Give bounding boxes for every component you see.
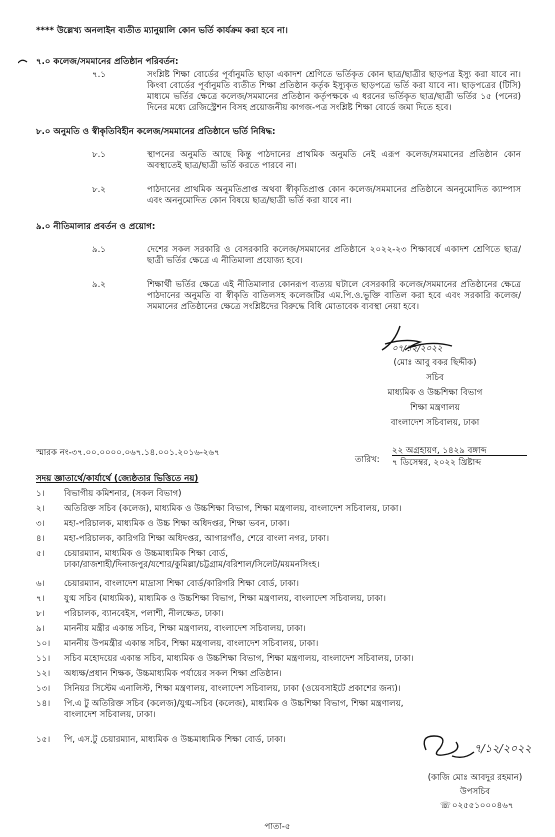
item-number: ৮। xyxy=(36,609,45,619)
section-8-2-number: ৮.২ xyxy=(92,185,106,195)
deputy-secretary-name: (কাজি মোঃ আবদুর রহমান) xyxy=(427,773,523,783)
list-item xyxy=(36,579,526,590)
list-item xyxy=(36,639,526,650)
section-7-1-text: সংশ্লিষ্ট শিক্ষা বোর্ডের পূর্বানুমতি ছাড়া একাদশ শ্রেণিতে ভর্তিকৃত কোন ছাত্র/ছাত্রীর ছাড়পত্র ইস্যু করা যাবে না। কিংবা বোর্ডের পূর্বানুমতি ব্যতীত শিক্ষা প্রতিষ্ঠান কর্তৃক ইস্যুকৃত ছাড়পত্রে ভর্তি করা যাবে না। ছাড়পত্রের (টিসি) মাধ্যমে ভর্তির ক্ষেত্রে কলেজ/সমমানের প্রতিষ্ঠান কর্তৃপক্ষকে এ ধরনের ভর্তিকৃত ছাত্র/ছাত্রী ভর্তির ১৫ (পনের) দিনের মধ্যে রেজিস্ট্রেশন বিসহ প্রয়োজনীয় কাগজ-পত্র সংশ্লিষ্ট শিক্ষা বোর্ডে জমা দিতে হবে। xyxy=(147,70,521,113)
item-number: ৬। xyxy=(36,579,45,589)
section-9-1-number: ৯.১ xyxy=(92,245,106,255)
list-item xyxy=(36,654,526,665)
item-number: ১৫। xyxy=(36,735,51,745)
item-number: ৫। xyxy=(36,549,45,559)
list-item xyxy=(36,684,526,695)
item-text: পি, এস.টু চেয়ারম্যান, মাধ্যমিক ও উচ্চমাধ্যমিক শিক্ষা বোর্ড, ঢাকা। xyxy=(64,735,286,745)
section-8-1-number: ৮.১ xyxy=(92,150,106,160)
list-item xyxy=(36,534,526,545)
item-number: ৪। xyxy=(36,534,45,544)
item-number: ৭। xyxy=(36,594,45,604)
secretary-signature-date: ০৭/১২/২০২২ xyxy=(392,344,443,354)
section-9-1-text: দেশের সকল সরকারি ও বেসরকারি কলেজ/সমমানের প্রতিষ্ঠানে ২০২২-২৩ শিক্ষাবর্ষে একাদশ শ্রেণিতে ছাত্র/ছাত্রী ভর্তির ক্ষেত্রে এ নীতিমালা প্রযোজ্য হবে। xyxy=(147,245,521,266)
secretary-division: মাধ্যমিক ও উচ্চশিক্ষা বিভাগ xyxy=(387,388,483,398)
telephone-icon: ☏ xyxy=(440,801,451,811)
deputy-secretary-designation: উপসচিব xyxy=(459,787,491,797)
deputy-secretary-phone: ০২৫৫১০০০৪৬৭ xyxy=(452,801,514,811)
secretary-name: (মোঃ আবু বকর ছিদ্দীক) xyxy=(393,358,477,368)
distribution-heading: সদয় জ্ঞাতার্থে/কার্যার্থে (জ্যেষ্ঠতার ভিত্তিতে নয়) xyxy=(36,474,199,484)
section-7-heading: ৭.০ কলেজ/সমমানের প্রতিষ্ঠান পরিবর্তন: xyxy=(36,57,179,67)
deputy-secretary-signature-date: ৭/১২/২০২২ xyxy=(474,742,532,755)
item-text: চেয়ারম্যান, মাধ্যমিক ও উচ্চমাধ্যমিক শিক্ষা বোর্ড, xyxy=(64,549,229,559)
section-7-1-number: ৭.১ xyxy=(92,70,106,80)
page-number: পাতা-৫ xyxy=(264,822,291,832)
item-number: ১৪। xyxy=(36,699,51,709)
item-number: ৯। xyxy=(36,624,45,634)
item-text: সচিব মহোদয়ের একান্ত সচিব, মাধ্যমিক ও উচ্চশিক্ষা বিভাগ, শিক্ষা মন্ত্রণালয়, বাংলাদেশ সচিবালয়, ঢাকা। xyxy=(64,654,414,664)
item-text: সিনিয়র সিস্টেম এনালিস্ট, শিক্ষা মন্ত্রণালয়, বাংলাদেশ সচিবালয়, ঢাকা (ওয়েবসাইটে প্রকাশের জন্য)। xyxy=(64,684,401,694)
pen-mark xyxy=(18,57,28,63)
item-number: ১১। xyxy=(36,654,51,664)
memo-date-english: ৭ ডিসেম্বর, ২০২২ খ্রিষ্টাব্দ xyxy=(392,458,482,468)
item-number: ১২। xyxy=(36,669,51,679)
section-8-heading: ৮.০ অনুমতি ও স্বীকৃতিবিহীন কলেজ/সমমানের প্রতিষ্ঠানে ভর্তি নিষিদ্ধ: xyxy=(36,127,276,137)
item-text: পি.এ টু অতিরিক্ত সচিব (কলেজ)/যুগ্ম-সচিব (কলেজ), মাধ্যমিক ও উচ্চশিক্ষা বিভাগ, শিক্ষা মন্ত্রণালয়, xyxy=(64,699,404,709)
section-9-2-number: ৯.২ xyxy=(92,280,106,290)
section-8-2-text: পাঠদানের প্রাথমিক অনুমতিপ্রাপ্ত অথবা স্বীকৃতিপ্রাপ্ত কোন কলেজ/সমমানের প্রতিষ্ঠানে অননুমোদিত ক্যাম্পাস এবং অননুমোদিত কোন বিষয়ে ছাত্র/ছাত্রী ভর্তি করা যাবে না। xyxy=(147,185,521,206)
item-number: ১। xyxy=(36,489,45,499)
secretary-office: বাংলাদেশ সচিবালয়, ঢাকা xyxy=(390,418,480,428)
list-item xyxy=(36,669,526,680)
date-divider xyxy=(392,455,527,456)
top-note: **** উল্লেখ্য অনলাইন ব্যতীত ম্যানুয়ালি কোন ভর্তি কার্যক্রম করা হবে না। xyxy=(36,26,288,36)
list-item xyxy=(36,699,526,721)
item-number: ৩। xyxy=(36,519,45,529)
section-9-heading: ৯.০ নীতিমালার প্রবর্তন ও প্রয়োগ: xyxy=(36,222,156,232)
memo-number: স্মারক নং-৩৭.০০.০০০০.০৬৭.১৪.০০১.২০১৬-২৬৭ xyxy=(36,448,220,458)
section-9-2-text: শিক্ষার্থী ভর্তির ক্ষেত্রে এই নীতিমালার কোনরূপ ব্যত্যয় ঘটালে বেসরকারি কলেজ/সমমানের প্রতিষ্ঠানের ক্ষেত্রে পাঠদানের অনুমতি বা স্বীকৃতি বাতিলসহ কলেজটির এম.পি.ও.ভুক্তি বাতিল করা হবে এবং সরকারি কলেজ/সমমানের প্রতিষ্ঠানের ক্ষেত্রে সংশ্লিষ্টদের বিরুদ্ধে বিধি মোতাবেক ব্যবস্থা নেয়া হবে। xyxy=(147,280,521,312)
memo-date-bangla: ২২ অগ্রহায়ণ, ১৪২৯ বঙ্গাব্দ xyxy=(392,446,487,456)
item-text: মহা-পরিচালক, কারিগরি শিক্ষা অধিদপ্তর, আগারগাঁও, শেরে বাংলা নগর, ঢাকা। xyxy=(64,534,330,544)
secretary-ministry: শিক্ষা মন্ত্রণালয় xyxy=(410,403,460,413)
item-text: পরিচালক, ব্যানবেইস, পলাশী, নীলক্ষেত, ঢাকা। xyxy=(64,609,224,619)
list-item xyxy=(36,549,526,571)
section-8-1-text: স্থাপনের অনুমতি আছে কিন্তু পাঠদানের প্রাথমিক অনুমতি নেই এরূপ কলেজ/সমমানের প্রতিষ্ঠান কোন অবস্থাতেই ছাত্র/ছাত্রী ভর্তি করতে পারবে না। xyxy=(147,150,521,171)
item-text: চেয়ারম্যান, বাংলাদেশ মাদ্রাসা শিক্ষা বোর্ড/কারিগরি শিক্ষা বোর্ড, ঢাকা। xyxy=(64,579,299,589)
item-text: মাননীয় উপমন্ত্রীর একান্ত সচিব, শিক্ষা মন্ত্রণালয়, বাংলাদেশ সচিবালয়, ঢাকা। xyxy=(64,639,319,649)
item-text: বিভাগীয় কমিশনার, (সকল বিভাগ) xyxy=(64,489,182,499)
list-item xyxy=(36,609,526,620)
item-text: অধ্যক্ষ/প্রধান শিক্ষক, উচ্চমাধ্যমিক পর্যায়ের সকল শিক্ষা প্রতিষ্ঠান। xyxy=(64,669,282,679)
item-text: যুগ্ম সচিব (মাধ্যমিক), মাধ্যমিক ও উচ্চশিক্ষা বিভাগ, শিক্ষা মন্ত্রণালয়, বাংলাদেশ সচিবালয়, ঢাকা। xyxy=(64,594,386,604)
item-number: ১৩। xyxy=(36,684,51,694)
memo-date-label: তারিখ: xyxy=(355,455,380,465)
list-item xyxy=(36,624,526,635)
item-number: ১০। xyxy=(36,639,51,649)
item-number: ২। xyxy=(36,504,45,514)
list-item xyxy=(36,489,526,500)
item-text: অতিরিক্ত সচিব (কলেজ), মাধ্যমিক ও উচ্চশিক্ষা বিভাগ, শিক্ষা মন্ত্রণালয়, বাংলাদেশ সচিবালয়, ঢাকা। xyxy=(64,504,402,514)
item-text: মাননীয় মন্ত্রীর একান্ত সচিব, শিক্ষা মন্ত্রণালয়, বাংলাদেশ সচিবালয়, ঢাকা। xyxy=(64,624,306,634)
list-item xyxy=(36,594,526,605)
deputy-secretary-signature xyxy=(418,730,478,766)
list-item xyxy=(36,504,526,515)
secretary-designation: সচিব xyxy=(426,373,444,383)
item-text-continued: বাংলাদেশ সচিবালয়, ঢাকা। xyxy=(64,710,156,720)
item-text: মহা-পরিচালক, মাধ্যমিক ও উচ্চ শিক্ষা অধিদপ্তর, শিক্ষা ভবন, ঢাকা। xyxy=(64,519,290,529)
item-text-continued: ঢাকা/রাজশাহী/দিনাজপুর/যশোর/কুমিল্লা/চট্টগ্রাম/বরিশাল/সিলেট/ময়মনসিংহ। xyxy=(64,560,320,570)
list-item xyxy=(36,519,526,530)
